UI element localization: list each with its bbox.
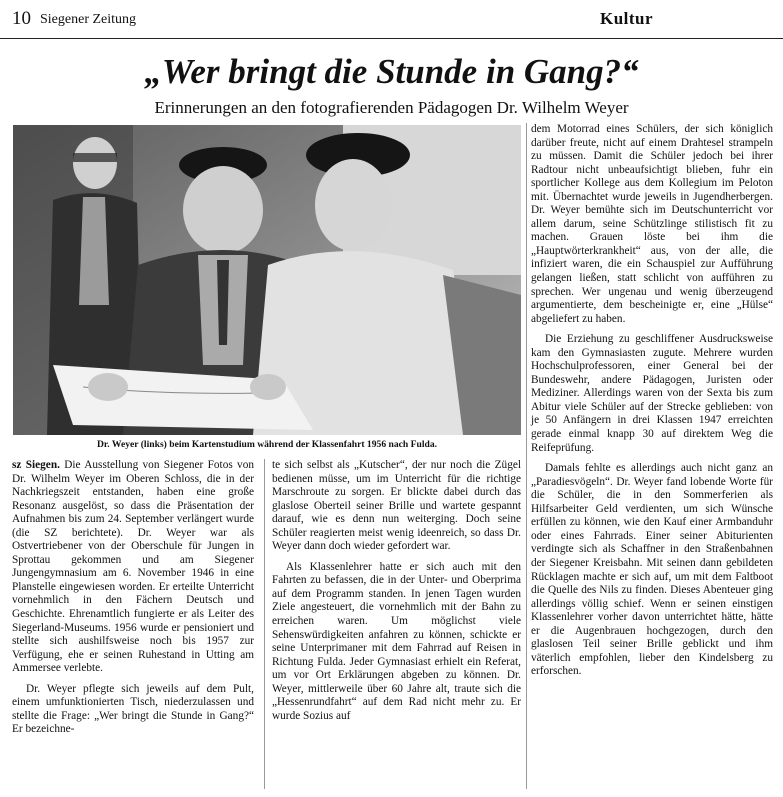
article-column-3 (531, 123, 773, 679)
photo-illustration (13, 125, 521, 435)
column-divider (264, 459, 265, 789)
paragraph-text: Die Ausstellung von Siegener Fotos von Dr. Wilhelm Weyer im Oberen Schloss, die in der Nachkriegszeit entstanden, haben eine große Resonanz ausgelöst, so dass die Präsentation der Aufnahmen bis zum 24. September verlängert wurde (die SZ berichtete). Dr. Weyer war als Ostvertriebener von der Oberschule für Jungen in Sprottau gekommen und am Siegener Jungengymnasium am 6. November 1946 in eine Planstelle eingewiesen worden. Er erteilte Unterricht vornehmlich in den Fächern Deutsch und Geschichte. Ehrenamtlich fungierte er als Leiter des Siegerland-Museums. 1956 wurde er pensioniert und stellte sich aushilfsweise noch bis 1957 zur Verfügung, ehe er seinen Ruhestand in Utting am Ammersee verlebte. (12, 459, 254, 675)
dateline: sz Siegen. (12, 459, 60, 471)
body-paragraph (12, 459, 254, 676)
article-photo (13, 125, 521, 435)
page-number: 10 (12, 8, 31, 29)
article-column-1 (12, 459, 254, 737)
photo-caption: Dr. Weyer (links) beim Kartenstudium während der Klassenfahrt 1956 nach Fulda. (96, 439, 438, 450)
article-subheadline: Erinnerungen an den fotografierenden Pädagogen Dr. Wilhelm Weyer (154, 98, 629, 117)
body-paragraph: Als Klassenlehrer hatte er sich auch mit den Fahrten zu befassen, die in der Unter- und Oberprima auf dem Programm standen. In jenen Tagen wurden Ziele angesteuert, die vornehmlich mit der Bahn zu erreichen waren. Um möglichst viele Sehenswürdigkeiten anfahren zu können, schickte er seine Unterprimaner mit dem Fahrrad auf Reisen in Richtung Fulda. Jeder Gymnasiast erhielt ein Referat, um vor Ort Erklärungen abgeben zu können. Dr. Weyer, mittlerweile über 60 Jahre alt, traute sich die „Hessenrundfahrt“ auf dem Rad nicht mehr zu. Er wurde Sozius auf (272, 560, 521, 722)
body-paragraph: Damals fehlte es allerdings auch nicht ganz an „Paradiesvögeln“. Dr. Weyer fand lobende Worte für die Schüler, die in den Sommerferien als Hilfsarbeiter Geld verdienten, um sich Wünsche erfüllen zu können, wie den Kauf einer Armbanduhr oder eines Fahrrads. Einer seiner Abiturienten verdingte sich als Schaffner in den Straßenbahnen der Siegener Kreisbahn. Mit seinen dann gebildeten Rücklagen machte er sich auf, um mit dem Faltboot die Quelle des Nils zu finden. Dieses Abenteuer ging allerdings völlig schief. Wenn er seinen einstigen Klassenlehrer vorher davon unterrichtet hätte, hätte er die Augenbrauen hochgezogen, durch den glaslosen Teil seiner Brille geblickt und ihm väterlich empfohlen, lieber den Kindelsberg zu erforschen. (531, 462, 773, 678)
newspaper-name: Siegener Zeitung (40, 12, 137, 27)
article-column-2 (272, 459, 521, 723)
article-headline: „Wer bringt die Stunde in Gang?“ (144, 52, 639, 91)
section-title: Kultur (600, 9, 654, 28)
body-paragraph: dem Motorrad eines Schülers, der sich königlich darüber freute, nicht auf einem Drahtesel strampeln zu müssen. Damit die Schüler jedoch bei ihrer Radtour nicht unbeaufsichtigt blieben, fuhr ein sportlicher Kollege aus dem Kollegium im Peloton mit. Übernachtet wurde jeweils in Jugendherbergen. Dr. Weyer bemühte sich im Deutschunterricht vor allem darum, seine Schützlinge stilistisch fit zu machen. Grauen löste bei ihm die „Hauptwörterkrankheit“ aus, von der alle, die infiziert waren, die ein Schauspiel zur Aufführung gelangen ließen, statt schlicht von aufführen zu sprechen. Wer ungenau und wenig überzeugend argumentierte, dem bescheinigte er, eine „Hülse“ abgeliefert zu haben. (531, 123, 773, 325)
page-header (0, 0, 783, 39)
column-divider (526, 123, 527, 789)
body-paragraph: te sich selbst als „Kutscher“, der nur noch die Zügel bedienen müsse, um im Unterricht für die richtige Marschroute zu sorgen. Er blickte dabei durch das glaslose Oberteil seiner Brille und wartete gespannt darauf, wie es denn nun weiterging. Doch seine Schüler reagierten meist wenig ideenreich, so dass Dr. Weyer dann doch wieder gefordert war. (272, 459, 521, 553)
body-paragraph: Dr. Weyer pflegte sich jeweils auf dem Pult, einem umfunktionierten Tisch, niederzulassen und stellte die Frage: „Wer bringt die Stunde in Gang?“ Er bezeichne- (12, 682, 254, 736)
body-paragraph: Die Erziehung zu geschliffener Ausdrucksweise kam den Gymnasiasten zugute. Mehrere wurden Hochschulprofessoren, einer General bei der Bundeswehr, andere Pädagogen, Juristen oder Mediziner. Allerdings waren von der Sexta bis zum Abitur viele Schüler auf der Strecke geblieben: von je 50 Anfängern in drei Klassen 1947 erreichten gerade einmal knapp 30 auf direktem Weg die Reifeprüfung. (531, 333, 773, 454)
